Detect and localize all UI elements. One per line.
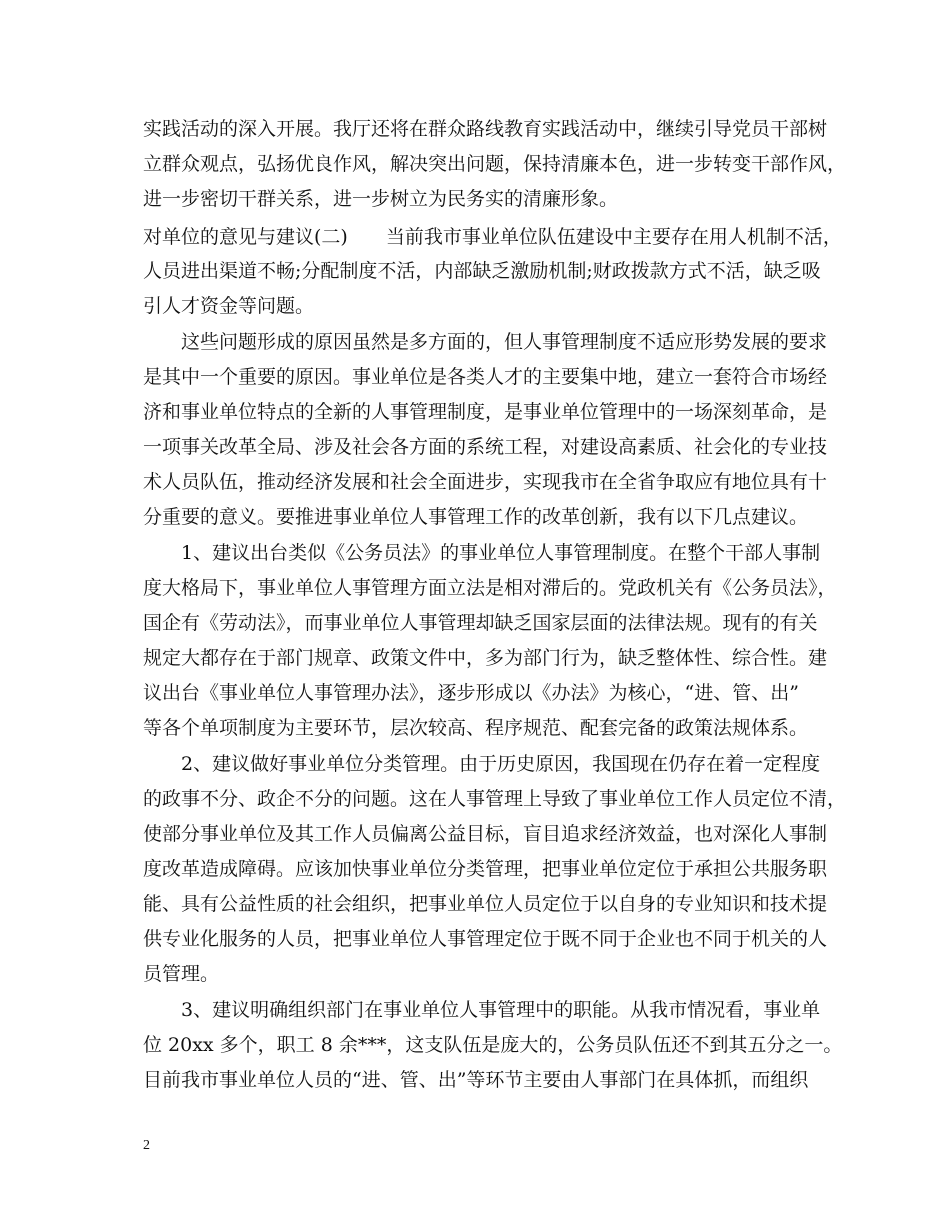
text-line: 使部分事业单位及其工作人员偏离公益目标，盲目追求经济效益，也对深化人事制 [143, 823, 828, 845]
text-line: 员管理。 [143, 963, 220, 985]
text-line: 一项事关改革全局、涉及社会各方面的系统工程，对建设高素质、社会化的专业技 [143, 436, 828, 458]
text-line: 是其中一个重要的原因。事业单位是各类人才的主要集中地，建立一套符合市场经 [143, 366, 828, 388]
text-line: 对单位的意见与建议(二) 当前我市事业单位队伍建设中主要存在用人机制不活， [143, 226, 842, 248]
text-line: 这些问题形成的原因虽然是多方面的，但人事管理制度不适应形势发展的要求 [143, 331, 828, 353]
text-line: 分重要的意义。要推进事业单位人事管理工作的改革创新，我有以下几点建议。 [143, 506, 809, 528]
text-line: 规定大都存在于部门规章、政策文件中，多为部门行为，缺乏整体性、综合性。建 [143, 647, 828, 669]
text-line: 2、建议做好事业单位分类管理。由于历史原因，我国现在仍存在着一定程度 [143, 753, 821, 775]
text-line: 度改革造成障碍。应该加快事业单位分类管理，把事业单位定位于承担公共服务职 [143, 858, 828, 880]
text-line: 位 20xx 多个，职工 8 余***，这支队伍是庞大的，公务员队伍还不到其五分之一。 [143, 1034, 843, 1056]
page-number: 2 [143, 1138, 150, 1153]
text-line: 供专业化服务的人员，把事业单位人事管理定位于既不同于企业也不同于机关的人 [143, 928, 828, 950]
text-line: 1、建议出台类似《公务员法》的事业单位人事管理制度。在整个干部人事制 [143, 542, 821, 564]
text-line: 立群众观点，弘扬优良作风，解决突出问题，保持清廉本色，进一步转变干部作风， [143, 153, 847, 175]
text-line: 引人才资金等问题。 [143, 295, 315, 317]
text-line: 进一步密切干群关系，进一步树立为民务实的清廉形象。 [143, 188, 619, 210]
text-line: 议出台《事业单位人事管理办法》，逐步形成以《办法》为核心，“进、管、出” [143, 682, 799, 704]
text-line: 济和事业单位特点的全新的人事管理制度，是事业单位管理中的一场深刻革命，是 [143, 401, 828, 423]
text-line: 能、具有公益性质的社会组织，把事业单位人员定位于以自身的专业知识和技术提 [143, 893, 828, 915]
text-line: 度大格局下，事业单位人事管理方面立法是相对滞后的。党政机关有《公务员法》， [143, 577, 837, 599]
text-line: 实践活动的深入开展。我厅还将在群众路线教育实践活动中，继续引导党员干部树 [143, 118, 828, 140]
text-line: 3、建议明确组织部门在事业单位人事管理中的职能。从我市情况看，事业单 [143, 999, 821, 1021]
text-line: 术人员队伍，推动经济发展和社会全面进步，实现我市在全省争取应有地位具有十 [143, 471, 828, 493]
text-line: 目前我市事业单位人员的“进、管、出”等环节主要由人事部门在具体抓，而组织 [143, 1069, 809, 1091]
text-line: 的政事不分、政企不分的问题。这在人事管理上导致了事业单位工作人员定位不清， [143, 788, 847, 810]
text-line: 国企有《劳动法》，而事业单位人事管理却缺乏国家层面的法律法规。现有的有关 [143, 612, 818, 634]
text-line: 人员进出渠道不畅;分配制度不活，内部缺乏激励机制;财政拨款方式不活，缺乏吸 [143, 260, 821, 282]
text-line: 等各个单项制度为主要环节，层次较高、程序规范、配套完备的政策法规体系。 [143, 717, 809, 739]
